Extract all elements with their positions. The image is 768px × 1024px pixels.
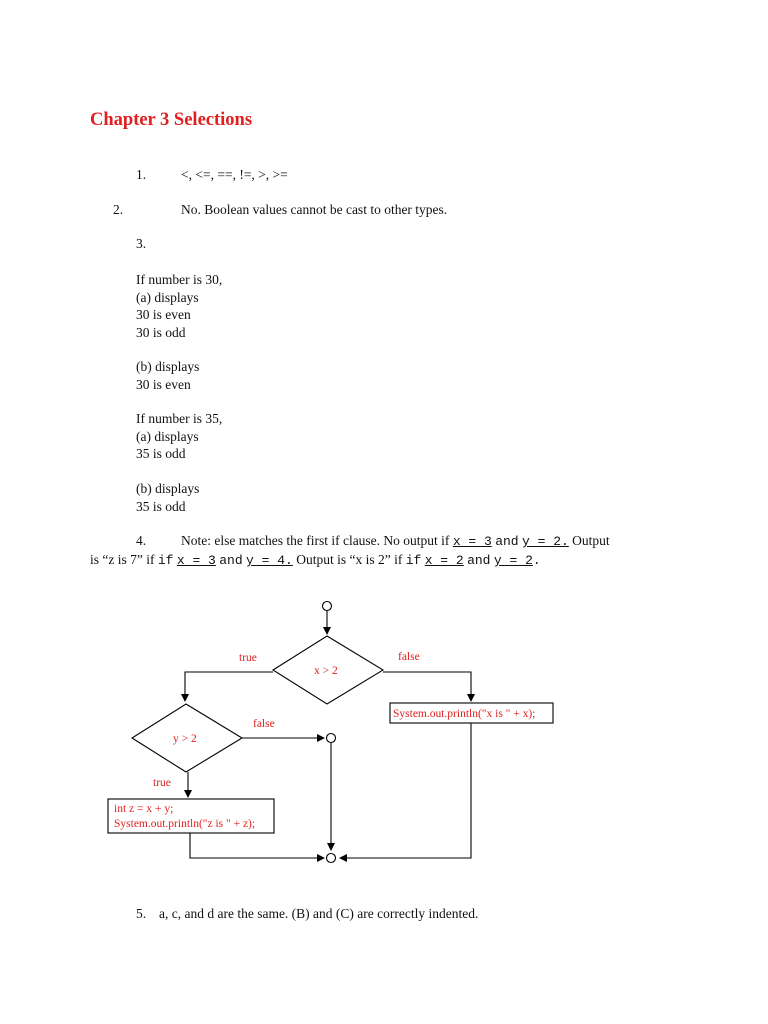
merge-node [327,734,336,743]
q4-number: 4. [136,533,147,548]
q3-line: (a) displays [136,289,199,305]
q2-number: 2. [113,202,124,217]
q4-code: y = 2. [521,534,569,549]
end-node [327,854,336,863]
q3-line: If number is 30, [136,272,223,287]
q4-code: y = 4. [246,553,293,568]
q1-number: 1. [136,167,147,182]
false-label: false [398,651,420,663]
q3-line: (b) displays [136,481,200,496]
q4-code: x = 3 [176,553,216,568]
q3-line: (a) displays [136,428,199,444]
q3-line: (b) displays [136,359,200,374]
flow-arrow [340,723,471,858]
page-title: Chapter 3 Selections [90,110,253,130]
flow-arrow [383,672,471,701]
cond-y-label: y > 2 [173,733,197,745]
q4-code: x = 2 [424,553,464,568]
print-z-text: System.out.println("z is " + z); [114,818,256,830]
q2-answer: No. Boolean values cannot be cast to other types. [181,202,448,217]
q4-text: Output [572,533,610,548]
q3-line: 35 is odd [136,446,186,461]
cond-x-label: x > 2 [314,665,338,677]
q3-line: 30 is even [136,307,191,322]
q3-line: 35 is odd [136,498,186,514]
q4-text: Note: else matches the first if clause. No output if [181,533,450,548]
compute-z-text: int z = x + y; [114,803,174,815]
q4-code: if [405,553,422,568]
q3-line: 30 is even [136,376,191,392]
print-x-text: System.out.println("x is " + x); [393,708,536,720]
q4-code: . [532,553,541,568]
q4-code: if [157,553,174,568]
q4-text: is “z is 7” if [90,552,155,567]
start-node [323,602,332,611]
q4-text: Output is “x is 2” if [296,552,403,567]
flow-arrow [190,833,324,858]
q3-number: 3. [136,236,147,251]
q4-code: and [467,553,491,568]
q5-number: 5. [136,906,147,921]
q4-code: y = 2 [493,553,533,568]
q3-line: 30 is odd [136,324,186,340]
false-label: false [253,718,275,730]
q4-code: x = 3 [452,534,492,549]
q4-code: and [495,534,519,549]
q3-line: If number is 35, [136,411,223,426]
q4-code: and [219,553,243,568]
flow-arrow [185,672,273,701]
true-label: true [239,652,257,664]
q5-answer: a, c, and d are the same. (B) and (C) are correctly indented. [159,906,479,921]
true-label: true [153,777,171,789]
q1-answer: <, <=, ==, !=, >, >= [181,167,288,182]
